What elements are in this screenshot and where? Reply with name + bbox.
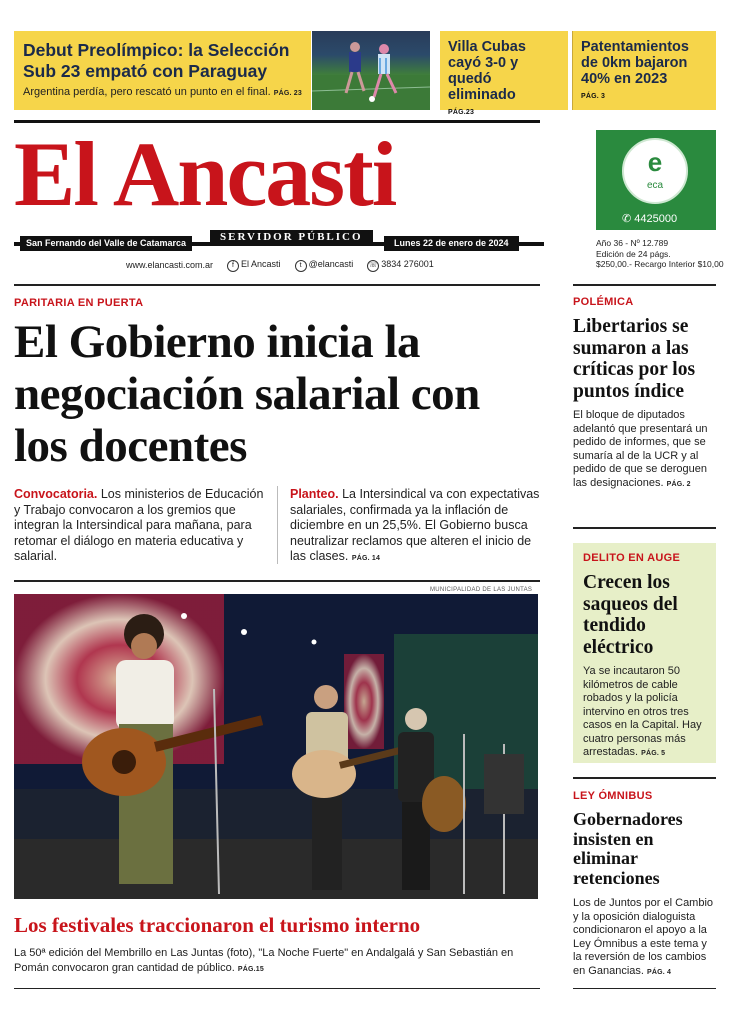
divider — [14, 580, 540, 582]
contact-bar — [126, 257, 546, 272]
eca-logo-text: eca — [646, 180, 664, 191]
eca-advertisement[interactable] — [596, 130, 716, 230]
photo-credit: MUNICIPALIDAD DE LAS JUNTAS — [430, 587, 533, 593]
facebook-link[interactable]: f El Ancasti — [227, 257, 281, 272]
side-story-headline[interactable]: Crecen los saqueos del tendido eléctrico — [583, 572, 678, 658]
side-story-ley-omnibus[interactable] — [573, 789, 716, 979]
page-ref: PÁG. 14 — [351, 555, 381, 562]
teaser-headline[interactable]: Debut Preolímpico: la Selección Sub 23 empató con Paraguay — [23, 40, 290, 81]
eca-phone: ✆ 4425000 — [622, 213, 678, 225]
side-story-delito[interactable] — [573, 543, 716, 763]
soccer-players-illustration — [312, 31, 430, 110]
page-ref: PÁG.15 — [237, 966, 264, 973]
festival-stage-illustration — [14, 594, 538, 899]
teaser-headline[interactable]: Patentamientos de 0km bajaron 40% en 2023 — [581, 39, 689, 87]
divider — [573, 527, 716, 529]
side-story-headline[interactable]: Libertarios se sumaron a las críticas por los puntos índice — [573, 316, 696, 402]
main-story-col2: Planteo. La Intersindical va con expectativas salariales, confirmada ya la inflación de diciembre en un 25,5%. El Gobierno busca neutralizar reclamos que alteren el inicio de las clases. PÁG. 14 — [290, 487, 540, 563]
teaser-villa-cubas[interactable] — [440, 31, 568, 116]
page-ref: PÁG. 5 — [641, 750, 666, 757]
teaser-photo-soccer[interactable] — [312, 31, 430, 110]
eca-logo-mark: e — [647, 147, 663, 177]
page-ref: PÁG. 3 — [581, 93, 606, 100]
side-story-body: Ya se incautaron 50 kilómetros de cable robados y la policía intervino en otros tres casos en la Capital. Hay cuatro personas más arrestadas. PÁG. 5 — [583, 665, 702, 758]
main-story-col1: Convocatoria. Los ministerios de Educación y Trabajo convocaron a los gremios que integran la Intersindical para mañana, para retomar el diálogo en materia educativa y salarial. — [14, 487, 264, 563]
website-link[interactable]: www.elancasti.com.ar — [126, 259, 214, 270]
divider — [573, 284, 716, 286]
teaser-headline[interactable]: Villa Cubas cayó 3-0 y quedó eliminado — [448, 39, 526, 103]
masthead-location: San Fernando del Valle de Catamarca — [20, 236, 192, 251]
side-story-headline[interactable]: Gobernadores insisten en eliminar retenciones — [573, 809, 683, 888]
main-story-kicker: PARITARIA EN PUERTA — [14, 297, 144, 309]
masthead-logo[interactable]: El Ancasti — [14, 123, 396, 225]
masthead-bar — [14, 231, 544, 251]
facebook-icon: f — [227, 260, 239, 272]
column-divider — [277, 486, 278, 564]
divider — [14, 988, 540, 989]
teaser-patentamientos[interactable] — [572, 31, 716, 110]
side-story-kicker: LEY ÓMNIBUS — [573, 790, 653, 802]
festival-photo[interactable] — [14, 594, 538, 899]
masthead-date: Lunes 22 de enero de 2024 — [384, 236, 519, 251]
page-ref: PÁG.23 — [448, 109, 475, 116]
page-ref: PÁG. 2 — [666, 480, 691, 488]
side-story-polemica[interactable] — [573, 295, 716, 491]
page-ref: PÁG. 23 — [273, 90, 302, 97]
eca-logo — [622, 138, 688, 204]
twitter-icon: t — [295, 260, 307, 272]
main-story-headline[interactable]: El Gobierno inicia la negociación salarial con los docentes — [14, 316, 480, 472]
masthead-motto: SERVIDOR PÚBLICO — [210, 230, 373, 245]
phone-contact: ☏ 3834 276001 — [367, 257, 434, 272]
festival-headline[interactable]: Los festivales traccionaron el turismo interno — [14, 913, 421, 937]
edition-info: Año 36 - Nº 12.789 Edición de 24 págs. $250,00.- Recargo Interior $10,00 — [596, 238, 724, 269]
teaser-selection[interactable] — [14, 31, 311, 110]
teaser-summary: Argentina perdía, pero rescató un punto en el final. PÁG. 23 — [23, 86, 302, 98]
twitter-link[interactable]: t @elancasti — [295, 257, 354, 272]
side-story-body: Los de Juntos por el Cambio y la oposición dialoguista condicionaron el apoyo a la Ley Ómnibus a este tema y la reversión de los cambios en Ganancias. PÁG. 4 — [573, 897, 714, 977]
side-story-body: El bloque de diputados adelantó que presentará un pedido de informes, que se sumaría al de la UCR y al pedido de que se deroguen las designaciones. PÁG. 2 — [573, 409, 708, 489]
page-ref: PÁG. 4 — [647, 968, 672, 976]
divider — [14, 284, 540, 286]
divider — [573, 988, 716, 989]
divider — [573, 777, 716, 779]
festival-body: La 50ª edición del Membrillo en Las Juntas (foto), "La Noche Fuerte" en Andalgalá y San Sebastián en Pomán convocaron gran cantidad de público. PÁG.15 — [14, 947, 514, 974]
side-story-kicker: POLÉMICA — [573, 296, 634, 308]
side-story-kicker: DELITO EN AUGE — [583, 552, 681, 564]
whatsapp-icon: ☏ — [367, 260, 379, 272]
